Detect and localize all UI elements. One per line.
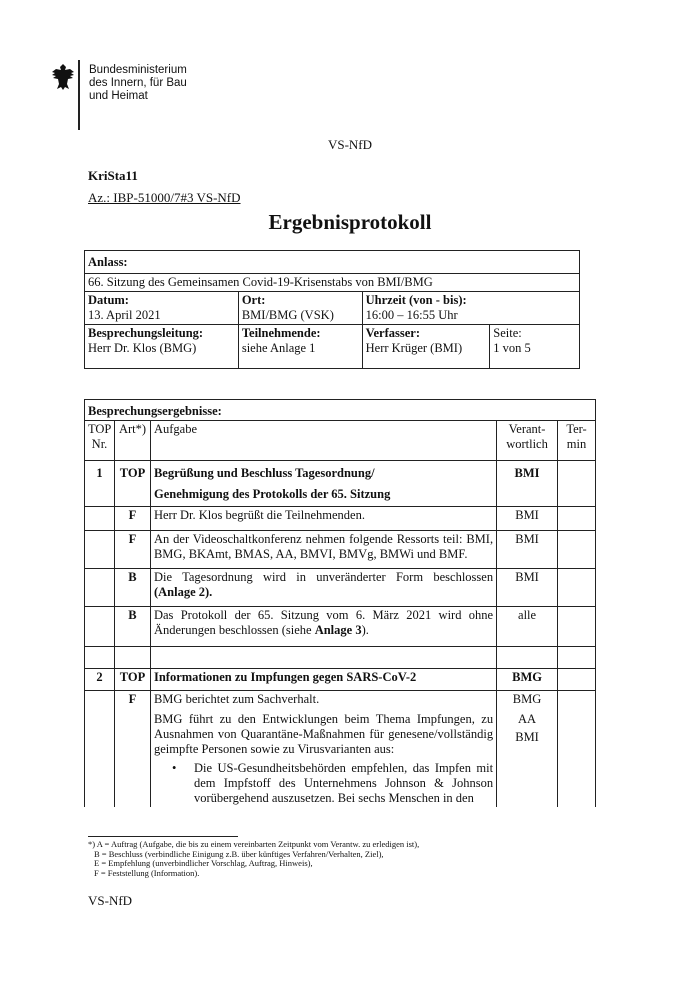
table-row: 1 TOP Begrüßung und Beschluss Tagesordnung/ Genehmigung des Protokolls der 65. Sitzung BMI	[85, 461, 596, 507]
meeting-info-table	[84, 250, 580, 369]
col-verant-header: Verant-wortlich	[497, 421, 558, 461]
list-item: • Die US-Gesundheitsbehörden empfehlen, das Impfen mit dem Impfstoff des Unternehmens Johnson & Johnson vorübergehend auszusetzen. Bei sechs Menschen in den	[172, 761, 493, 806]
col-art-header: Art*)	[114, 421, 150, 461]
table-row: F Herr Dr. Klos begrüßt die Teilnehmenden. BMI	[85, 507, 596, 531]
results-table	[84, 399, 596, 807]
verfasser-value: Herr Krüger (BMI)	[365, 341, 463, 355]
reference-number: Az.: IBP-51000/7#3 VS-NfD	[88, 190, 241, 205]
letterhead-divider	[78, 60, 80, 130]
datum-value: 13. April 2021	[88, 308, 161, 322]
table-row-empty	[85, 647, 596, 669]
leitung-label: Besprechungsleitung:	[88, 326, 204, 340]
table-row: F BMG berichtet zum Sachverhalt. BMG führt zu den Entwicklungen beim Thema Impfungen, zu Ausnahmen von Quarantäne-Maßnahmen für genesene/vollständig geimpfte Personen sowie zu Virusvarianten aus: • Die US-Gesundheitsbehörden empfehlen, das Impfen mit dem Impfstoff des Unternehmens Johnson & Johnson vorübergehend auszusetzen. Bei sechs Menschen in den BMG AA BMI	[85, 691, 596, 808]
anlass-label: Anlass:	[88, 255, 128, 269]
classification-bottom: VS-NfD	[88, 893, 133, 908]
footnote-divider	[88, 836, 238, 837]
table-row: F An der Videoschaltkonferenz nehmen folgende Ressorts teil: BMI, BMG, BKAmt, BMAS, AA, BMVI, BMVg, BMWi und BMF. BMI	[85, 531, 596, 569]
federal-eagle-logo	[50, 62, 76, 92]
datum-label: Datum:	[88, 293, 129, 307]
footnote: *) A = Auftrag (Aufgabe, die bis zu einem vereinbarten Zeitpunkt vom Verantw. zu erledigen ist), B = Beschluss (verbindliche Einigung z.B. über künftiges Verfahren/Verhalten, Ziel), E = Empfehlung (unverbindlicher Vorschlag, Auftrag, Hinweis), F = Feststellung (Information).	[88, 839, 420, 878]
table-row: 2 TOP Informationen zu Impfungen gegen SARS-CoV-2 BMG	[85, 669, 596, 691]
seite-label: Seite:	[493, 326, 522, 340]
uhrzeit-label: Uhrzeit (von - bis):	[365, 293, 467, 307]
verfasser-label: Verfasser:	[365, 326, 421, 340]
teilnehmende-label: Teilnehmende:	[241, 326, 321, 340]
ort-label: Ort:	[241, 293, 266, 307]
seite-value: 1 von 5	[493, 341, 531, 355]
col-top-header: TOP Nr.	[85, 421, 115, 461]
document-title: Ergebnisprotokoll	[268, 210, 432, 234]
classification-top: VS-NfD	[327, 137, 373, 152]
anlass-value: 66. Sitzung des Gemeinsamen Covid-19-Krisenstabs von BMI/BMG	[88, 275, 433, 289]
ministry-name: Bundesministerium des Innern, für Bau und Heimat	[89, 64, 187, 102]
teilnehmende-value: siehe Anlage 1	[241, 341, 316, 355]
table-row: B Das Protokoll der 65. Sitzung vom 6. März 2021 wird ohne Änderungen beschlossen (siehe Anlage 3). alle	[85, 607, 596, 647]
ort-value: BMI/BMG (VSK)	[241, 308, 334, 322]
col-termin-header: Ter-min	[558, 421, 596, 461]
results-heading: Besprechungsergebnisse:	[88, 404, 222, 418]
col-aufgabe-header: Aufgabe	[150, 421, 496, 461]
kristall-label: KriSta11	[88, 168, 138, 183]
table-row: B Die Tagesordnung wird in unveränderter Form beschlossen (Anlage 2). BMI	[85, 569, 596, 607]
uhrzeit-value: 16:00 – 16:55 Uhr	[365, 308, 458, 322]
leitung-value: Herr Dr. Klos (BMG)	[88, 341, 197, 355]
